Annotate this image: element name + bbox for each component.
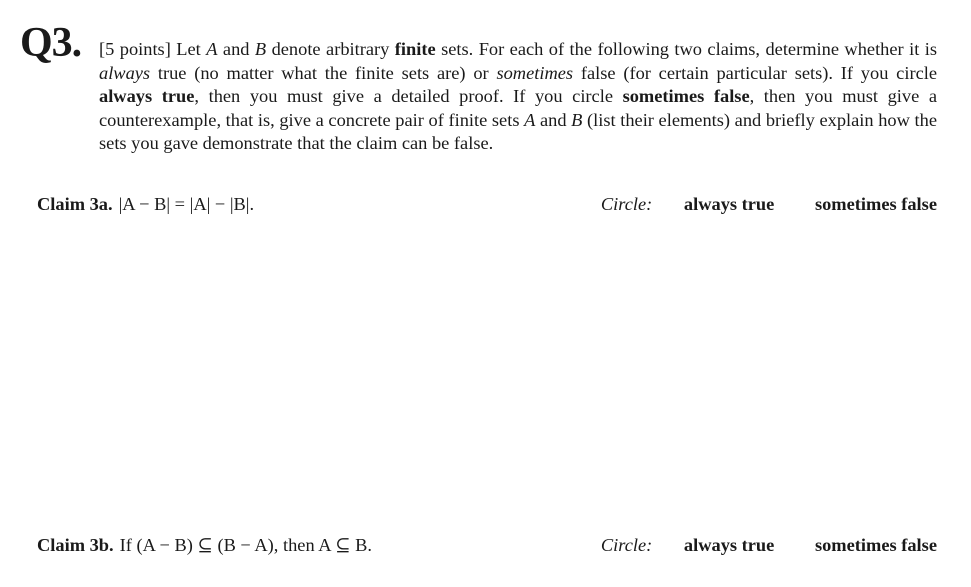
circle-options	[601, 532, 937, 558]
claim-3a	[37, 191, 937, 217]
prompt-text: denote arbitrary	[266, 39, 395, 59]
set-variable-b: B	[254, 39, 267, 59]
emphasis-sometimes: sometimes	[496, 62, 574, 83]
set-variable-a: A	[206, 39, 218, 59]
set-variable-b: B	[571, 109, 583, 130]
prompt-text: , then you must give a detailed proof. If you circle	[194, 86, 623, 106]
prompt-text: and	[217, 39, 255, 59]
option-sometimes-false[interactable]: sometimes false	[814, 194, 937, 214]
question-points: [5 points]	[99, 39, 171, 59]
prompt-text: false (for certain particular sets). If you circle	[573, 62, 937, 83]
set-variable-a: A	[524, 109, 536, 130]
prompt-text: and	[535, 109, 572, 130]
claim-statement: If (A − B) ⊆ (B − A), then A ⊆ B.	[119, 535, 372, 555]
option-sometimes-false[interactable]: sometimes false	[814, 535, 937, 555]
emphasis-always: always	[99, 62, 151, 83]
circle-label: Circle:	[600, 194, 653, 214]
emphasis-always-true: always true	[99, 86, 195, 106]
emphasis-sometimes-false: sometimes false	[622, 86, 750, 106]
circle-label: Circle:	[600, 535, 653, 555]
prompt-text: , then you must give a counterexample, that is, give a concrete pair of finite sets	[99, 86, 937, 130]
prompt-text: true (no matter what the finite sets are) or	[150, 62, 497, 83]
claim-title: Claim 3b.	[37, 535, 114, 555]
question-prompt	[99, 38, 937, 156]
emphasis-finite: finite	[394, 39, 436, 59]
claim-statement: |A − B| = |A| − |B|.	[118, 194, 255, 214]
claim-3b	[37, 532, 937, 558]
prompt-text: (list their elements) and briefly explain how the sets you gave demonstrate that the claim can be false.	[99, 109, 937, 153]
option-always-true[interactable]: always true	[683, 194, 775, 214]
claim-title: Claim 3a.	[37, 194, 113, 214]
question-number: Q3.	[20, 20, 82, 66]
prompt-text: sets. For each of the following two claims, determine whether it is	[435, 39, 938, 59]
circle-options	[601, 191, 937, 217]
option-always-true[interactable]: always true	[683, 535, 775, 555]
prompt-text: Let	[170, 39, 207, 59]
